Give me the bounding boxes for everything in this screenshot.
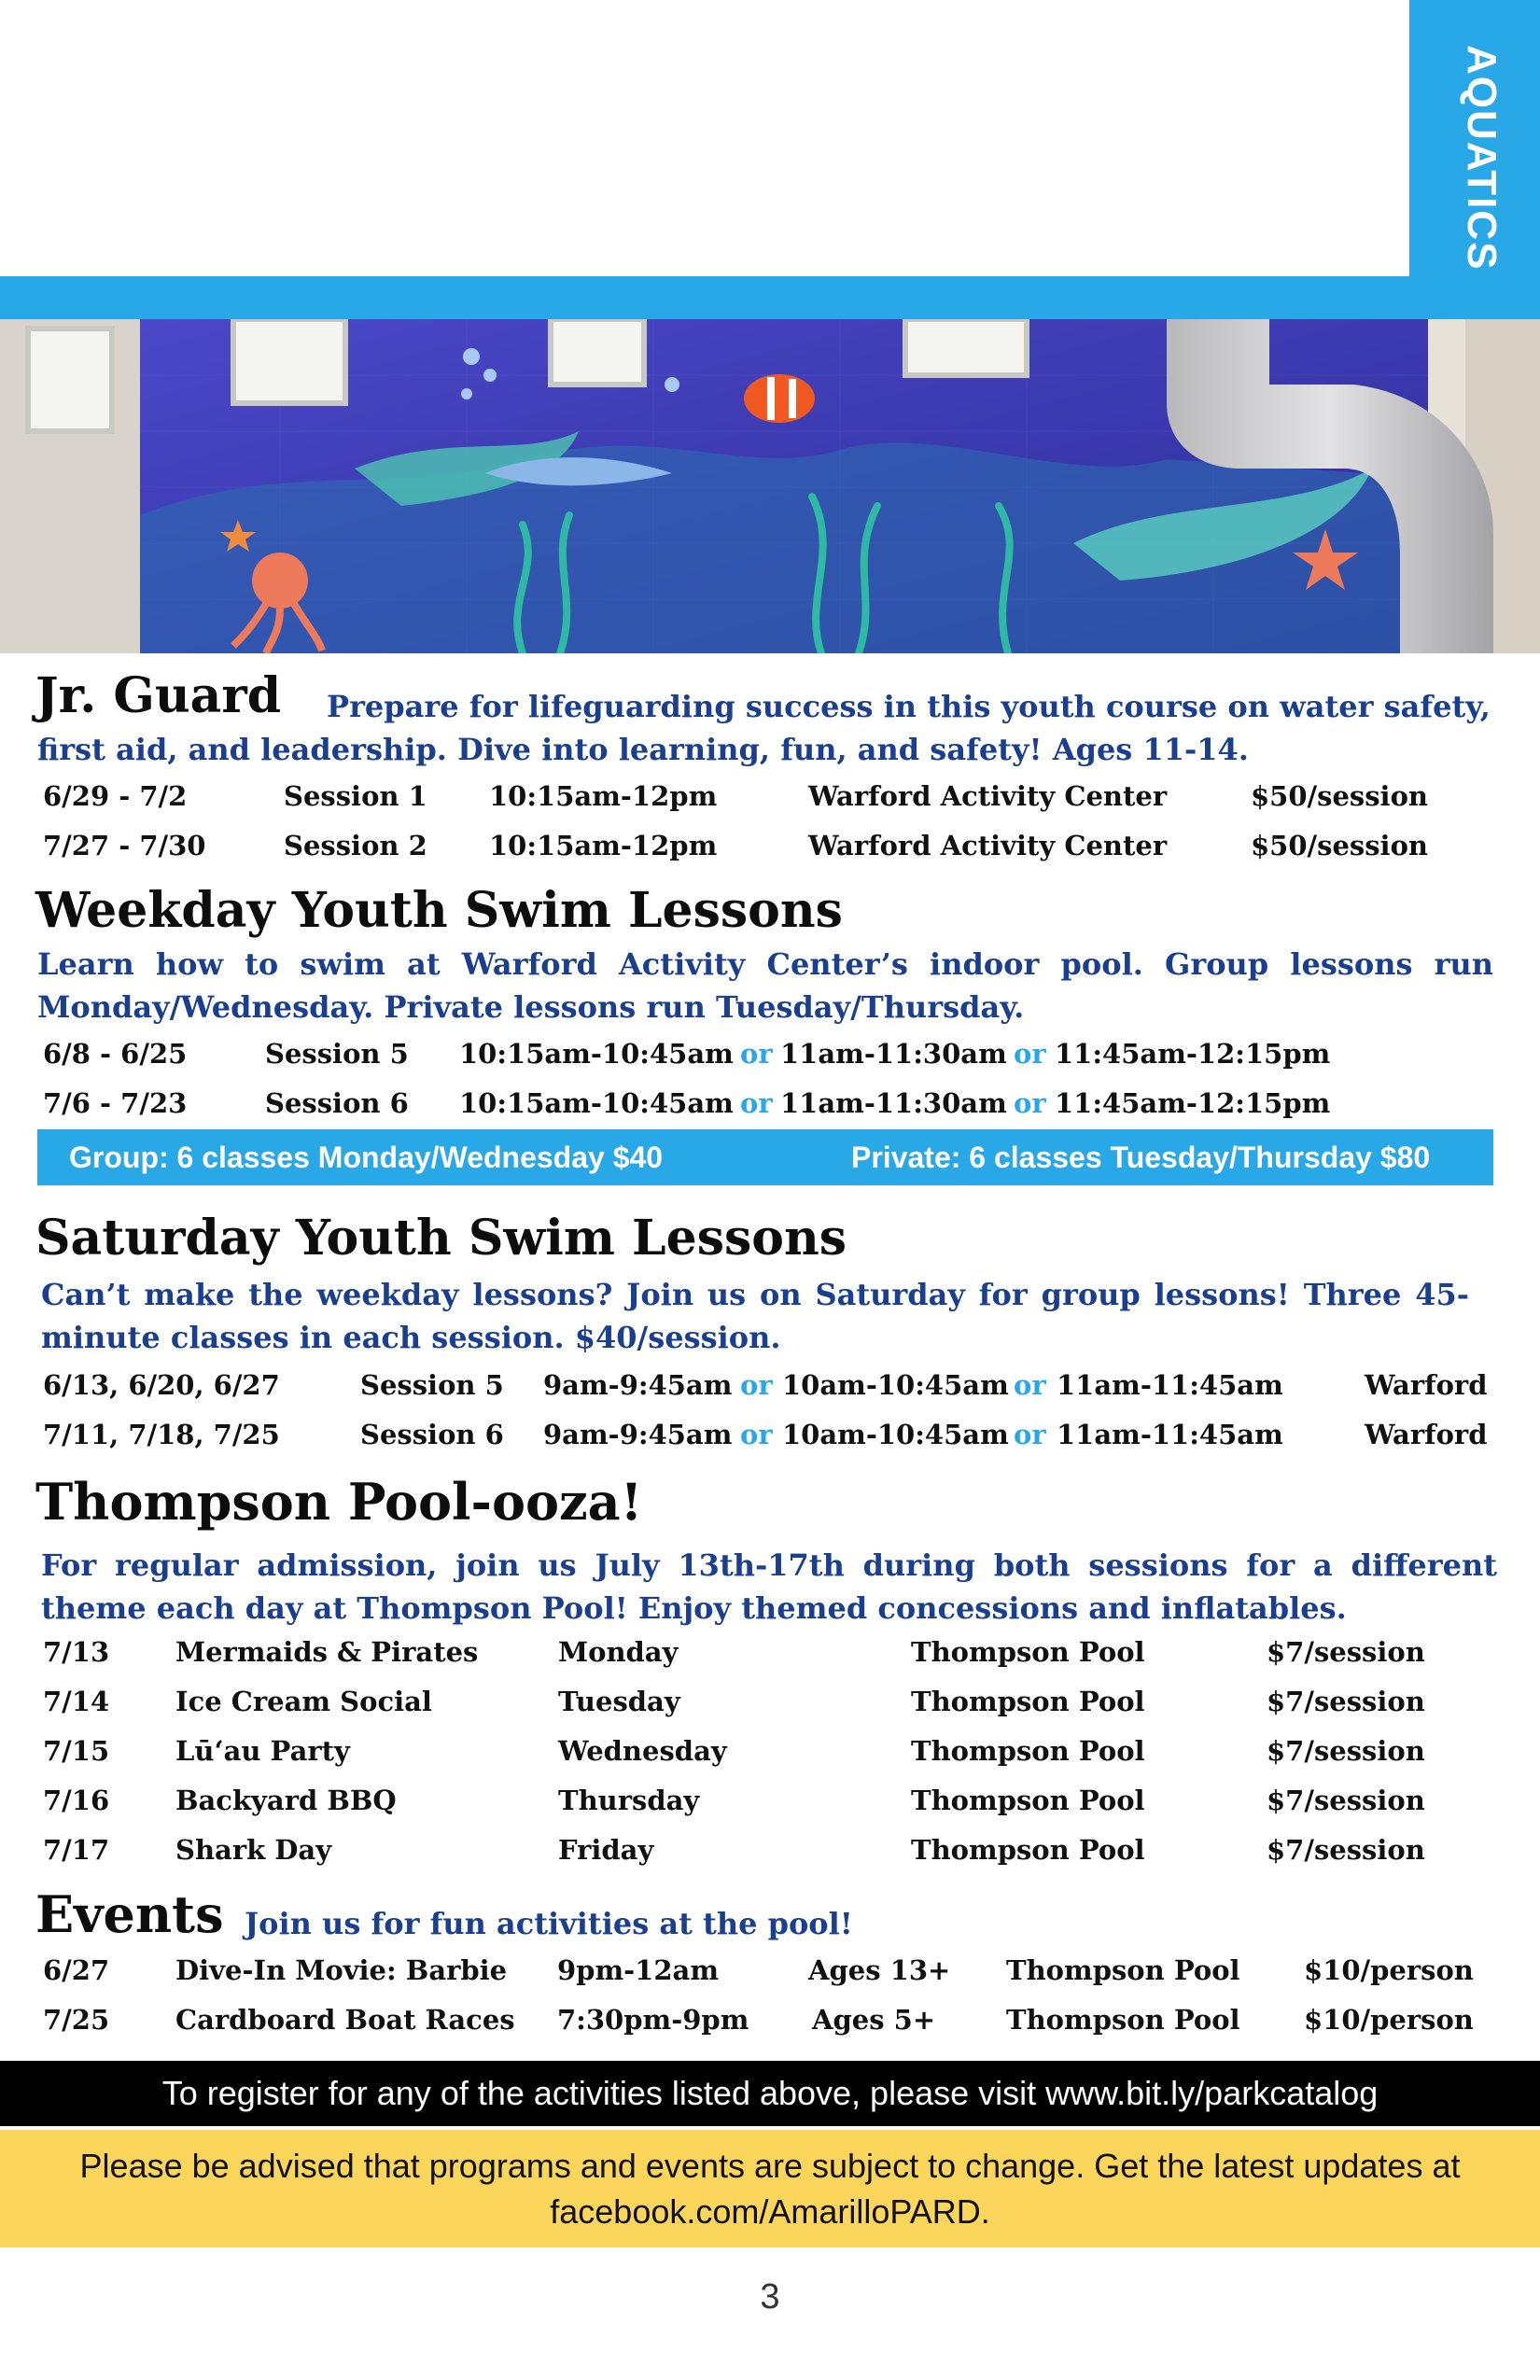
table-row	[0, 830, 1540, 876]
header-band	[0, 276, 1540, 319]
notice-line2: facebook.com/AmarilloPARD.	[550, 2192, 990, 2231]
register-bar: To register for any of the activities listed above, please visit www.bit.ly/parkcatalog	[0, 2061, 1540, 2126]
table-row	[0, 1686, 1540, 1732]
table-row	[0, 2004, 1540, 2051]
row-time-1: 9am-9:45am	[543, 1419, 733, 1450]
row-time-1: 10:15am-10:45am	[459, 1038, 734, 1070]
row-theme: Lūʻau Party	[175, 1735, 350, 1767]
row-theme: Mermaids & Pirates	[175, 1636, 479, 1668]
row-or: or	[1014, 1038, 1046, 1070]
row-ages: Ages 13+	[808, 1954, 951, 1986]
row-session: Session 2	[284, 830, 427, 861]
section-tab-label: AQUATICS	[1459, 45, 1505, 272]
row-location: Thompson Pool	[1006, 1954, 1240, 1986]
row-time: 10:15am-12pm	[489, 830, 718, 861]
row-location: Thompson Pool	[1006, 2004, 1240, 2036]
poolooza-intro: For regular admission, join us July 13th-17th during both sessions for a different theme each day at Thompson Pool! Enjoy themed concessions and inflatables.	[41, 1547, 1497, 1626]
row-price: $7/session	[1267, 1636, 1425, 1668]
weekday-price-bar	[37, 1129, 1493, 1185]
row-date: 7/13	[43, 1636, 110, 1668]
table-row	[0, 1785, 1540, 1831]
jr-guard-title: Jr. Guard	[35, 667, 282, 724]
row-theme: Shark Day	[175, 1834, 332, 1866]
row-location: Warford	[1365, 1419, 1488, 1450]
pool-mural-photo	[0, 319, 1540, 653]
row-day: Tuesday	[558, 1686, 680, 1717]
row-event: Cardboard Boat Races	[175, 2004, 515, 2036]
events-intro: Join us for fun activities at the pool!	[245, 1906, 853, 1941]
row-dates: 7/11, 7/18, 7/25	[43, 1419, 280, 1450]
row-dates: 6/29 - 7/2	[43, 780, 188, 812]
row-price: $10/person	[1304, 2004, 1474, 2036]
row-location: Thompson Pool	[911, 1686, 1145, 1717]
row-price: $50/session	[1251, 830, 1429, 861]
row-date: 7/16	[43, 1785, 110, 1816]
row-location: Thompson Pool	[911, 1834, 1145, 1866]
table-row	[0, 1735, 1540, 1782]
row-time-2: 10am-10:45am	[782, 1369, 1009, 1401]
jr-guard-intro-line1: Prepare for lifeguarding success in this youth course on water safety,	[327, 689, 1491, 724]
row-time-3: 11:45am-12:15pm	[1055, 1087, 1331, 1119]
table-row	[0, 1834, 1540, 1881]
row-location: Thompson Pool	[911, 1785, 1145, 1816]
saturday-title: Saturday Youth Swim Lessons	[35, 1210, 847, 1267]
notice-bar	[0, 2130, 1540, 2247]
table-row	[0, 1636, 1540, 1683]
row-location: Warford Activity Center	[808, 830, 1168, 861]
private-price: Private: 6 classes Tuesday/Thursday $80	[851, 1141, 1431, 1174]
weekday-title: Weekday Youth Swim Lessons	[35, 882, 843, 939]
notice-line1: Please be advised that programs and events are subject to change. Get the latest updates at	[79, 2147, 1461, 2185]
row-session: Session 6	[360, 1419, 504, 1450]
row-time-2: 11am-11:30am	[780, 1087, 1007, 1119]
row-time-1: 9am-9:45am	[543, 1369, 733, 1401]
row-or: or	[740, 1038, 773, 1070]
row-ages: Ages 5+	[812, 2004, 936, 2036]
row-price: $7/session	[1267, 1735, 1425, 1767]
page-number: 3	[760, 2277, 780, 2317]
row-date: 6/27	[43, 1954, 110, 1986]
weekday-intro: Learn how to swim at Warford Activity Center’s indoor pool. Group lessons run Monday/Wednesday. Private lessons run Tuesday/Thursday.	[37, 946, 1493, 1025]
row-date: 7/25	[43, 2004, 110, 2036]
row-price: $10/person	[1304, 1954, 1474, 1986]
row-time-3: 11:45am-12:15pm	[1055, 1038, 1331, 1070]
table-row	[0, 1369, 1540, 1416]
row-price: $7/session	[1267, 1686, 1425, 1717]
row-theme: Ice Cream Social	[175, 1686, 432, 1717]
row-day: Monday	[558, 1636, 679, 1668]
row-date: 7/17	[43, 1834, 110, 1866]
row-time-3: 11am-11:45am	[1057, 1419, 1283, 1450]
row-dates: 7/6 - 7/23	[43, 1087, 188, 1119]
row-event: Dive-In Movie: Barbie	[175, 1954, 508, 1986]
row-theme: Backyard BBQ	[175, 1785, 397, 1816]
row-price: $50/session	[1251, 780, 1429, 812]
row-day: Wednesday	[558, 1735, 727, 1767]
row-session: Session 5	[360, 1369, 504, 1401]
row-time: 9pm-12am	[557, 1954, 720, 1986]
row-or: or	[1014, 1369, 1046, 1401]
row-time-2: 10am-10:45am	[782, 1419, 1009, 1450]
row-or: or	[740, 1419, 773, 1450]
row-day: Friday	[558, 1834, 654, 1866]
saturday-intro: Can’t make the weekday lessons? Join us on Saturday for group lessons! Three 45-minute classes in each session. $40/session.	[41, 1277, 1469, 1355]
table-row	[0, 1954, 1540, 2001]
row-time-3: 11am-11:45am	[1057, 1369, 1283, 1401]
row-location: Thompson Pool	[911, 1735, 1145, 1767]
row-or: or	[740, 1369, 773, 1401]
table-row	[0, 1038, 1540, 1085]
row-or: or	[1014, 1419, 1046, 1450]
row-price: $7/session	[1267, 1785, 1425, 1816]
row-date: 7/14	[43, 1686, 110, 1717]
row-or: or	[1014, 1087, 1046, 1119]
table-row	[0, 780, 1540, 827]
row-time-1: 10:15am-10:45am	[459, 1087, 734, 1119]
row-price: $7/session	[1267, 1834, 1425, 1866]
row-location: Thompson Pool	[911, 1636, 1145, 1668]
poolooza-title: Thompson Pool-ooza!	[35, 1472, 643, 1532]
row-or: or	[740, 1087, 773, 1119]
row-session: Session 5	[265, 1038, 409, 1070]
row-day: Thursday	[558, 1785, 700, 1816]
row-session: Session 6	[265, 1087, 409, 1119]
row-dates: 7/27 - 7/30	[43, 830, 206, 861]
row-session: Session 1	[284, 780, 427, 812]
row-location: Warford	[1365, 1369, 1488, 1401]
row-time: 7:30pm-9pm	[557, 2004, 749, 2036]
row-location: Warford Activity Center	[808, 780, 1168, 812]
jr-guard-intro-line2: first aid, and leadership. Dive into learning, fun, and safety! Ages 11-14.	[37, 732, 1249, 767]
row-dates: 6/8 - 6/25	[43, 1038, 188, 1070]
row-time: 10:15am-12pm	[489, 780, 718, 812]
row-time-2: 11am-11:30am	[780, 1038, 1007, 1070]
table-row	[0, 1087, 1540, 1134]
group-price: Group: 6 classes Monday/Wednesday $40	[69, 1141, 664, 1174]
table-row	[0, 1419, 1540, 1465]
row-date: 7/15	[43, 1735, 110, 1767]
events-title: Events	[35, 1884, 224, 1944]
row-dates: 6/13, 6/20, 6/27	[43, 1369, 280, 1401]
